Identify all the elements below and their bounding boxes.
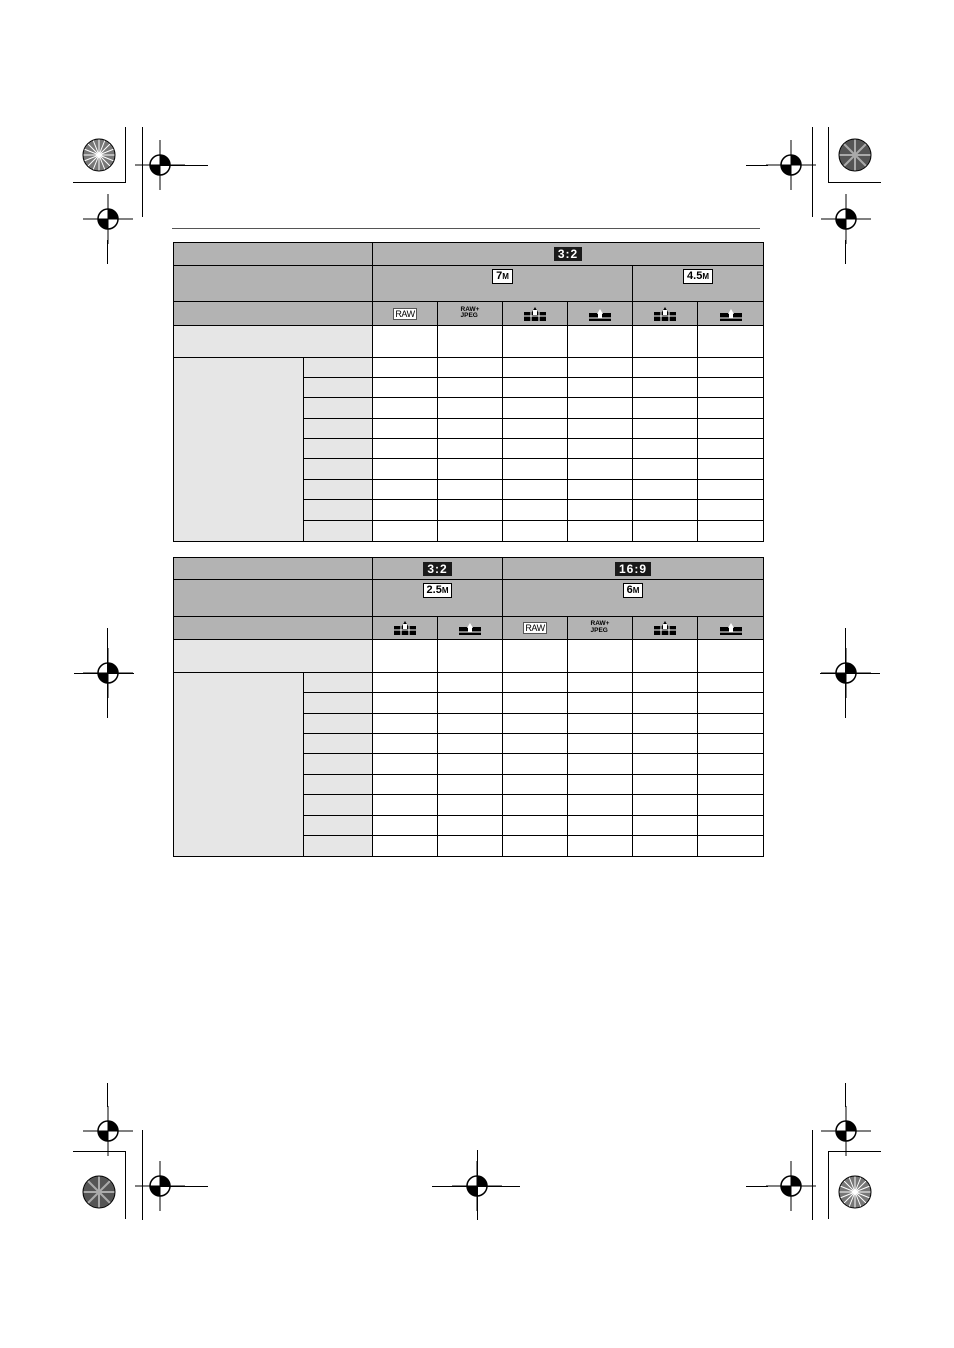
card-size-cell	[304, 480, 373, 500]
quality-cell	[373, 302, 438, 326]
table-cell	[503, 480, 568, 500]
table-cell	[503, 326, 568, 358]
card-size-cell	[304, 459, 373, 480]
table-cell	[633, 775, 698, 795]
table-cell	[568, 640, 633, 673]
table-cell	[568, 459, 633, 480]
table-cell	[568, 521, 633, 542]
card-size-cell	[304, 358, 373, 378]
table-cell	[503, 358, 568, 378]
table-cell	[698, 500, 764, 521]
table-cell	[438, 673, 503, 693]
table-cell	[633, 795, 698, 816]
table-cell	[503, 459, 568, 480]
recording-media-header-cell	[174, 673, 304, 857]
table-cell	[633, 673, 698, 693]
table-cell	[438, 500, 503, 521]
table-cell	[633, 836, 698, 857]
table-cell	[568, 439, 633, 459]
table-cell	[633, 398, 698, 419]
table-cell	[568, 775, 633, 795]
table-cell	[698, 480, 764, 500]
registration-target-icon	[766, 140, 816, 190]
table-cell	[503, 754, 568, 775]
card-size-cell	[304, 754, 373, 775]
aspect-cell	[373, 243, 764, 266]
table-cell	[698, 326, 764, 358]
fine-quality-icon	[654, 307, 676, 321]
quality-cell	[503, 302, 568, 326]
table-cell	[503, 673, 568, 693]
table-cell	[568, 714, 633, 734]
aspect-ratio-badge: 3:2	[554, 247, 582, 261]
quality-cell	[438, 617, 503, 640]
quality-cell	[633, 302, 698, 326]
table-cell	[373, 640, 438, 673]
table-cell	[568, 754, 633, 775]
table-cell	[698, 734, 764, 754]
table-cell	[568, 480, 633, 500]
table-cell	[438, 693, 503, 714]
table-cell	[698, 693, 764, 714]
table-cell	[438, 480, 503, 500]
table-cell	[698, 419, 764, 439]
table-cell	[503, 439, 568, 459]
raw-jpeg-icon: RAW+ JPEG	[460, 305, 480, 320]
card-size-cell	[304, 836, 373, 857]
card-size-cell	[304, 500, 373, 521]
table-cell	[373, 693, 438, 714]
aspect-header-cell	[174, 558, 373, 580]
table-cell	[698, 836, 764, 857]
table-cell	[633, 326, 698, 358]
table-cell	[373, 714, 438, 734]
table-cell	[373, 734, 438, 754]
table-cell	[633, 439, 698, 459]
table-cell	[698, 754, 764, 775]
table-cell	[373, 754, 438, 775]
quality-cell	[438, 302, 503, 326]
recording-media-header-cell	[174, 358, 304, 542]
card-size-cell	[304, 795, 373, 816]
table-cell	[373, 358, 438, 378]
table-cell	[568, 419, 633, 439]
table-cell	[438, 734, 503, 754]
table-cell	[438, 439, 503, 459]
table-cell	[633, 693, 698, 714]
table-cell	[568, 358, 633, 378]
table-cell	[373, 398, 438, 419]
table-cell	[698, 816, 764, 836]
table-cell	[438, 358, 503, 378]
table-cell	[633, 816, 698, 836]
fine-quality-icon	[654, 621, 676, 635]
table-cell	[373, 500, 438, 521]
table-cell	[698, 795, 764, 816]
table-cell	[568, 378, 633, 398]
table-cell	[633, 419, 698, 439]
recording-capacity-table-2	[173, 557, 764, 857]
table-cell	[438, 378, 503, 398]
quality-cell	[698, 302, 764, 326]
table-cell	[503, 775, 568, 795]
card-size-cell	[304, 521, 373, 542]
table-cell	[698, 459, 764, 480]
table-cell	[568, 836, 633, 857]
raw-icon: RAW	[395, 308, 415, 319]
table-cell	[568, 816, 633, 836]
card-size-cell	[304, 419, 373, 439]
table-cell	[438, 754, 503, 775]
picture-size-header-cell	[174, 266, 373, 302]
standard-quality-icon	[720, 307, 742, 321]
table-cell	[633, 714, 698, 734]
aspect-ratio-badge: 3:2	[423, 562, 451, 576]
table-cell	[633, 640, 698, 673]
table-cell	[373, 795, 438, 816]
table-cell	[568, 398, 633, 419]
quality-cell	[698, 617, 764, 640]
table-cell	[568, 500, 633, 521]
table-cell	[438, 459, 503, 480]
fine-quality-icon	[394, 621, 416, 635]
table-cell	[503, 714, 568, 734]
table-cell	[438, 775, 503, 795]
table-cell	[698, 378, 764, 398]
recording-capacity-table-1	[173, 242, 764, 542]
table-cell	[568, 795, 633, 816]
table-cell	[503, 640, 568, 673]
table-cell	[373, 775, 438, 795]
picture-size-cell	[373, 266, 633, 302]
picture-size-header-cell	[174, 580, 373, 617]
table-cell	[503, 836, 568, 857]
table-cell	[373, 836, 438, 857]
table-cell	[438, 521, 503, 542]
picture-size-cell	[503, 580, 764, 617]
table-cell	[633, 358, 698, 378]
capacity-rows	[174, 358, 764, 542]
standard-quality-icon	[720, 621, 742, 635]
table-cell	[633, 459, 698, 480]
standard-quality-icon	[589, 307, 611, 321]
file-size-header-cell	[174, 326, 373, 358]
table-cell	[633, 734, 698, 754]
raw-jpeg-icon: RAW+ JPEG	[590, 620, 610, 634]
table-cell	[503, 419, 568, 439]
table-cell	[503, 398, 568, 419]
file-size-header-cell	[174, 640, 373, 673]
table-cell	[373, 521, 438, 542]
table-cell	[373, 459, 438, 480]
page-header-rule	[172, 228, 760, 229]
quality-cell	[633, 617, 698, 640]
table-cell	[503, 378, 568, 398]
card-size-cell	[304, 398, 373, 419]
color-target-icon	[82, 1175, 116, 1209]
table-cell	[373, 816, 438, 836]
registration-target-icon	[83, 1106, 133, 1156]
card-size-cell	[304, 693, 373, 714]
aspect-cell	[373, 558, 503, 580]
raw-icon: RAW	[525, 623, 545, 633]
table-cell	[698, 673, 764, 693]
color-target-icon	[82, 138, 116, 172]
table-cell	[698, 521, 764, 542]
table-cell	[633, 521, 698, 542]
table-cell	[503, 734, 568, 754]
picture-size-badge: 2.5M	[423, 583, 453, 598]
table-cell	[373, 378, 438, 398]
registration-target-icon	[821, 194, 871, 244]
card-size-cell	[304, 378, 373, 398]
registration-target-icon	[821, 1106, 871, 1156]
table-cell	[568, 673, 633, 693]
table-cell	[503, 693, 568, 714]
table-cell	[698, 640, 764, 673]
table-cell	[698, 358, 764, 378]
quality-header-cell	[174, 302, 373, 326]
table-cell	[438, 816, 503, 836]
standard-quality-icon	[459, 621, 481, 635]
aspect-ratio-badge: 16:9	[615, 562, 651, 576]
picture-size-badge: 6M	[623, 583, 644, 598]
card-size-cell	[304, 816, 373, 836]
card-size-cell	[304, 439, 373, 459]
aspect-header-cell	[174, 243, 373, 266]
table-cell	[503, 521, 568, 542]
table-cell	[503, 795, 568, 816]
table-cell	[633, 480, 698, 500]
table-cell	[698, 398, 764, 419]
table-cell	[503, 500, 568, 521]
table-cell	[568, 734, 633, 754]
table-cell	[373, 439, 438, 459]
table-row	[174, 673, 764, 693]
aspect-cell	[503, 558, 764, 580]
card-size-cell	[304, 734, 373, 754]
quality-cell	[568, 302, 633, 326]
table-cell	[568, 326, 633, 358]
table-cell	[373, 673, 438, 693]
table-cell	[438, 795, 503, 816]
card-size-cell	[304, 714, 373, 734]
capacity-rows	[174, 673, 764, 857]
picture-size-badge: 7M	[492, 269, 513, 284]
color-target-icon	[838, 138, 872, 172]
registration-target-icon	[83, 194, 133, 244]
picture-size-cell	[633, 266, 764, 302]
table-cell	[698, 439, 764, 459]
table-cell	[438, 836, 503, 857]
table-cell	[438, 640, 503, 673]
table-cell	[568, 693, 633, 714]
registration-target-icon	[766, 1161, 816, 1211]
card-size-cell	[304, 673, 373, 693]
table-cell	[373, 480, 438, 500]
card-size-cell	[304, 775, 373, 795]
table-cell	[503, 816, 568, 836]
table-cell	[633, 378, 698, 398]
color-target-icon	[838, 1175, 872, 1209]
quality-cell	[503, 617, 568, 640]
table-cell	[373, 419, 438, 439]
table-cell	[438, 326, 503, 358]
picture-size-badge: 4.5M	[683, 269, 713, 284]
table-cell	[438, 714, 503, 734]
quality-header-cell	[174, 617, 373, 640]
table-cell	[438, 398, 503, 419]
picture-size-cell	[373, 580, 503, 617]
table-cell	[633, 754, 698, 775]
quality-cell	[568, 617, 633, 640]
quality-cell	[373, 617, 438, 640]
fine-quality-icon	[524, 307, 546, 321]
table-cell	[633, 500, 698, 521]
table-cell	[698, 714, 764, 734]
table-cell	[373, 326, 438, 358]
table-cell	[438, 419, 503, 439]
table-cell	[698, 775, 764, 795]
table-row	[174, 358, 764, 378]
